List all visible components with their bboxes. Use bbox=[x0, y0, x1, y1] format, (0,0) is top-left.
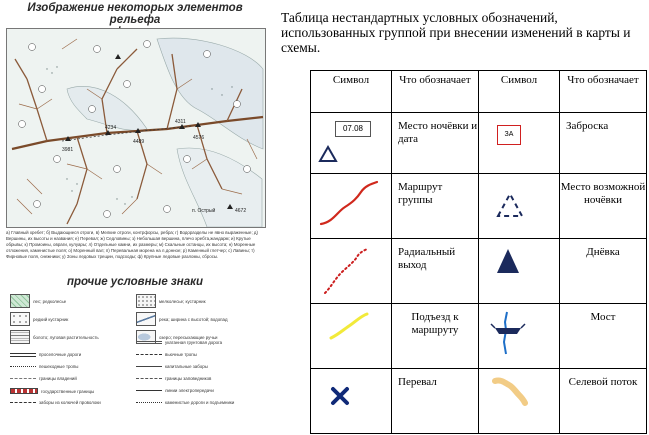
symbol-cell bbox=[479, 239, 560, 304]
swamp-swatch bbox=[10, 330, 30, 344]
legend-item: редкий кустарник bbox=[10, 312, 68, 326]
header-symbol: Символ bbox=[479, 71, 560, 113]
header-meaning: Что обозначает bbox=[560, 71, 647, 113]
legend-item: река; ширина с высотой; водопад bbox=[136, 312, 228, 326]
legend-item: проселочные дороги bbox=[10, 352, 81, 357]
dirt-road-line bbox=[10, 353, 36, 357]
approach-route-icon bbox=[311, 304, 391, 364]
legend-item: государственные границы bbox=[10, 388, 94, 394]
relief-title: Изображение некоторых элементов рельефа bbox=[27, 2, 243, 26]
legend-item: лес; редколесье bbox=[10, 294, 66, 308]
peak-name-label: п. Острый bbox=[192, 208, 216, 214]
legend-item: границы заповедников bbox=[136, 376, 211, 381]
symbols-table-title: Таблица нестандартных условных обозначений, использованных группой при внесении изменений в карты и схемы. bbox=[281, 10, 631, 55]
mudflow-icon bbox=[479, 369, 559, 429]
symbol-cell bbox=[311, 113, 392, 174]
pass-cross-icon bbox=[311, 369, 391, 429]
legend-item: заборы из колючей проволоки bbox=[10, 400, 101, 405]
cache-label: ЗА bbox=[504, 131, 514, 138]
legend-item: пешеходные тропы bbox=[10, 364, 78, 369]
relief-reference-panel bbox=[0, 0, 270, 435]
river-swatch bbox=[136, 312, 156, 326]
meaning-cell: Маршрут группы bbox=[392, 174, 479, 239]
symbol-cell bbox=[311, 174, 392, 239]
symbols-table bbox=[310, 70, 647, 434]
legend-item: болото; луговая растительность bbox=[10, 330, 99, 344]
legend-item: мелколесье; кустарник bbox=[136, 294, 206, 308]
barbed-wire-line bbox=[10, 402, 36, 403]
rest-day-icon bbox=[479, 239, 559, 299]
legend-item: вьючные тропы bbox=[136, 352, 197, 357]
table-row bbox=[311, 369, 647, 434]
table-row bbox=[311, 239, 647, 304]
possible-campsite-icon bbox=[479, 174, 559, 234]
legend-item: укатанная грунтовая дорога bbox=[136, 340, 222, 345]
meaning-cell: Заброска bbox=[560, 113, 647, 174]
table-row bbox=[311, 304, 647, 369]
radial-exit-icon bbox=[311, 239, 391, 299]
campsite-triangle-icon bbox=[311, 113, 391, 173]
orographic-map bbox=[6, 28, 266, 228]
symbol-cell bbox=[479, 369, 560, 434]
symbol-cell bbox=[479, 304, 560, 369]
symbol-cell bbox=[311, 239, 392, 304]
meaning-cell: Место ночёвки и дата bbox=[392, 113, 479, 174]
meaning-cell: Подъезд к маршруту bbox=[392, 304, 479, 369]
table-row bbox=[311, 174, 647, 239]
forest-swatch bbox=[10, 294, 30, 308]
shrub-swatch bbox=[136, 294, 156, 308]
foot-trail-line bbox=[10, 366, 36, 367]
reserve-border-line bbox=[136, 378, 162, 379]
height-label: 4489 bbox=[133, 139, 145, 145]
state-border-line bbox=[10, 388, 38, 394]
symbol-cell bbox=[311, 304, 392, 369]
pack-trail-line bbox=[136, 354, 162, 355]
header-symbol: Символ bbox=[311, 71, 392, 113]
other-symbols-legend bbox=[8, 290, 266, 435]
meaning-cell: Селевой поток bbox=[560, 369, 647, 434]
symbol-cell bbox=[479, 113, 560, 174]
table-header-row bbox=[311, 71, 647, 113]
bridge-icon bbox=[479, 304, 559, 364]
fence-line bbox=[136, 366, 162, 367]
height-label: 4672 bbox=[235, 208, 247, 214]
dirt-road-line bbox=[136, 341, 162, 344]
legend-item: линии электропередачи bbox=[136, 388, 214, 393]
relief-caption: а) Главный хребет; б) Выдающиеся отроги, в) Мелкие отроги, контрфорсы, ребра; г) Водоразделы не явно выраженные; д) Вершины, их высоты и названия; е) Перевал; ж) Седловины; з) Небольшая вершина, плечо хребта,жандарм; и) Крутые обрывы; к) Промоины, овраги, кулуары; л) Отдельные камни, их размеры; м) Скальные останцы, их высота; н) Моренные отложения, каменистые поля; о) Моренный вал; п) Перевальная морена на л.донное; р) Каменный глетчер; с) Лавины; т) Фирновые поля, снежники; у) Зоны ледовых трещин, подсходы; ф) Крупные ледовые разломы, сбросы. bbox=[6, 230, 258, 259]
header-meaning: Что обозначает bbox=[392, 71, 479, 113]
meaning-cell: Место возможной ночёвки bbox=[560, 174, 647, 239]
legend-item: озеро; пересыхающие ручьи bbox=[136, 330, 217, 344]
symbol-cell bbox=[311, 369, 392, 434]
stone-road-line bbox=[136, 402, 162, 403]
legend-item: капитальные заборы bbox=[136, 364, 208, 369]
orographic-map-drawing bbox=[7, 29, 265, 227]
height-label: 4234 bbox=[105, 125, 117, 131]
height-label: 4311 bbox=[175, 119, 186, 125]
power-line bbox=[136, 390, 162, 391]
height-label: 4576 bbox=[193, 135, 205, 141]
meaning-cell: Днёвка bbox=[560, 239, 647, 304]
group-route-icon bbox=[311, 174, 391, 234]
meaning-cell: Мост bbox=[560, 304, 647, 369]
height-label: 3981 bbox=[62, 147, 74, 153]
meaning-cell: Перевал bbox=[392, 369, 479, 434]
symbol-cell bbox=[479, 174, 560, 239]
property-border-line bbox=[10, 378, 36, 379]
other-symbols-title: прочие условные знаки bbox=[66, 276, 203, 288]
sparse-shrub-swatch bbox=[10, 312, 30, 326]
legend-item: границы владений bbox=[10, 376, 77, 381]
date-label: 07.08 bbox=[342, 124, 364, 133]
meaning-cell: Радиальный выход bbox=[392, 239, 479, 304]
table-row bbox=[311, 113, 647, 174]
cache-box-icon bbox=[497, 125, 521, 145]
legend-item: каменистые дороги и подъемники bbox=[136, 400, 234, 405]
